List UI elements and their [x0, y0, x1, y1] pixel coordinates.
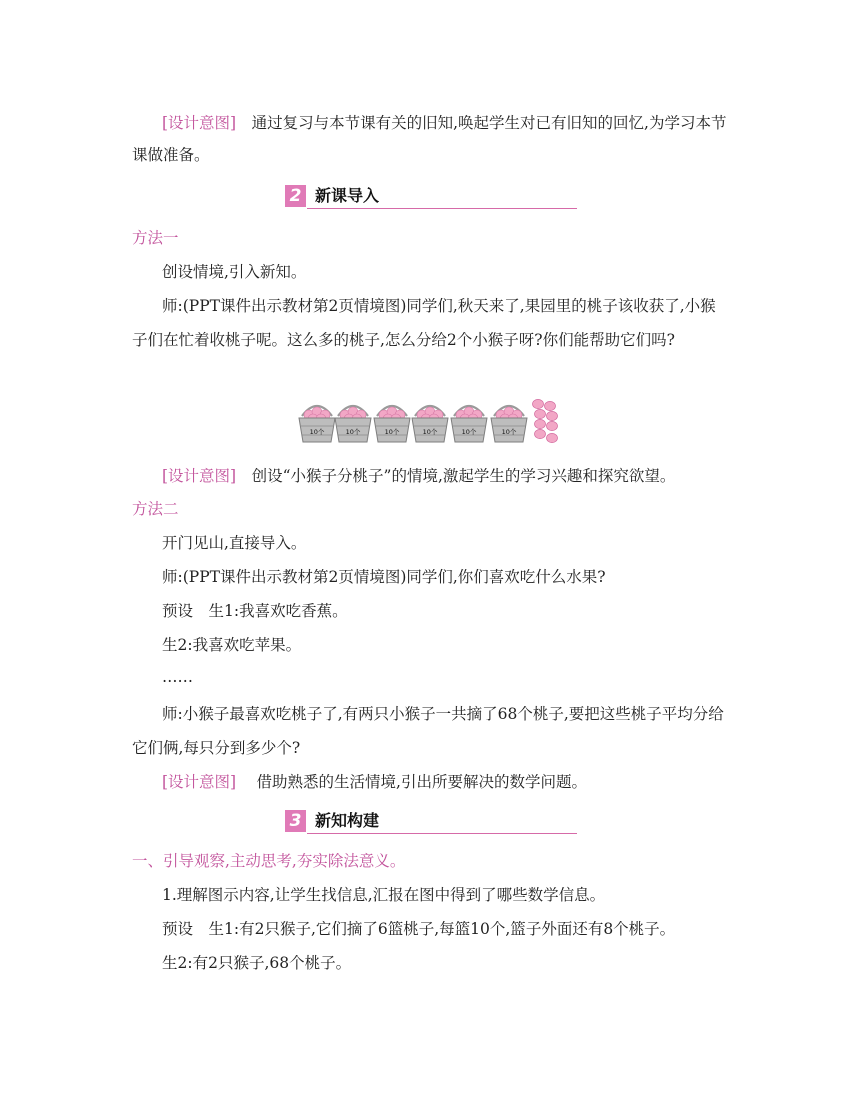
design-intent-paragraph	[162, 113, 726, 133]
section-underline	[307, 833, 577, 834]
peach-baskets-illustration	[297, 398, 563, 448]
section-number-badge: 3	[285, 810, 306, 832]
design-intent-tag: [设计意图]	[162, 114, 237, 132]
design-intent-tag: [设计意图]	[162, 467, 237, 485]
design-intent-text: 通过复习与本节课有关的旧知,唤起学生对已有旧知的回忆,为学习本节	[236, 114, 727, 132]
loose-peach	[545, 401, 556, 410]
basket-label: 10个	[345, 428, 361, 436]
loose-peach	[535, 429, 546, 438]
basket-label: 10个	[501, 428, 517, 436]
loose-peach	[535, 419, 546, 428]
paragraph-line: 预设 生1:有2只猴子,它们摘了6篮桃子,每篮10个,篮子外面还有8个桃子。	[162, 920, 676, 938]
paragraph-line: 它们俩,每只分到多少个?	[132, 739, 301, 757]
basket-label: 10个	[422, 428, 438, 436]
ellipsis-line: ……	[162, 668, 193, 686]
paragraph-line: 生2:有2只猴子,68个桃子。	[162, 954, 352, 972]
paragraph-line: 1.理解图示内容,让学生找信息,汇报在图中得到了哪些数学信息。	[162, 886, 606, 904]
section-header-knowledge-building	[285, 810, 577, 836]
design-intent-text: 创设“小猴子分桃子”的情境,激起学生的学习兴趣和探究欲望。	[236, 467, 676, 485]
peach-basket	[335, 406, 371, 442]
design-intent-tag: [设计意图]	[162, 773, 237, 791]
subsection-heading: 一、引导观察,主动思考,夯实除法意义。	[132, 852, 406, 870]
paragraph-line: 子们在忙着收桃子呢。这么多的桃子,怎么分给2个小猴子呀?你们能帮助它们吗?	[132, 331, 675, 349]
peach-basket	[412, 406, 448, 442]
section-number-badge: 2	[285, 185, 306, 207]
peach-basket	[374, 406, 410, 442]
basket-label: 10个	[309, 428, 325, 436]
basket-label: 10个	[384, 428, 400, 436]
design-intent-paragraph	[162, 466, 675, 486]
paragraph-line: 师:(PPT课件出示教材第2页情境图)同学们,秋天来了,果园里的桃子该收获了,小猴	[162, 297, 716, 315]
peach-basket	[299, 406, 335, 442]
loose-peach	[535, 409, 546, 418]
paragraph-line: 创设情境,引入新知。	[162, 263, 307, 281]
loose-peach	[547, 411, 558, 420]
section-underline	[307, 208, 577, 209]
design-intent-continuation: 课做准备。	[132, 146, 210, 164]
paragraph-line: 师:小猴子最喜欢吃桃子了,有两只小猴子一共摘了68个桃子,要把这些桃子平均分给	[162, 705, 724, 723]
loose-peach	[547, 421, 558, 430]
peach-basket	[451, 406, 487, 442]
paragraph-line: 开门见山,直接导入。	[162, 534, 307, 552]
method-two-heading: 方法二	[132, 500, 179, 518]
loose-peach	[547, 433, 558, 442]
section-title: 新课导入	[315, 186, 380, 205]
section-title: 新知构建	[315, 811, 380, 830]
method-one-heading: 方法一	[132, 229, 179, 247]
basket-label: 10个	[461, 428, 477, 436]
section-header-new-lesson	[285, 185, 577, 211]
paragraph-line: 预设 生1:我喜欢吃香蕉。	[162, 602, 348, 620]
loose-peach	[533, 399, 544, 408]
paragraph-line: 师:(PPT课件出示教材第2页情境图)同学们,你们喜欢吃什么水果?	[162, 568, 606, 586]
peach-basket	[491, 406, 527, 442]
paragraph-line: 生2:我喜欢吃苹果。	[162, 636, 302, 654]
design-intent-text: 借助熟悉的生活情境,引出所要解决的数学问题。	[236, 773, 587, 791]
baskets-svg	[297, 398, 563, 448]
design-intent-paragraph	[162, 772, 587, 792]
